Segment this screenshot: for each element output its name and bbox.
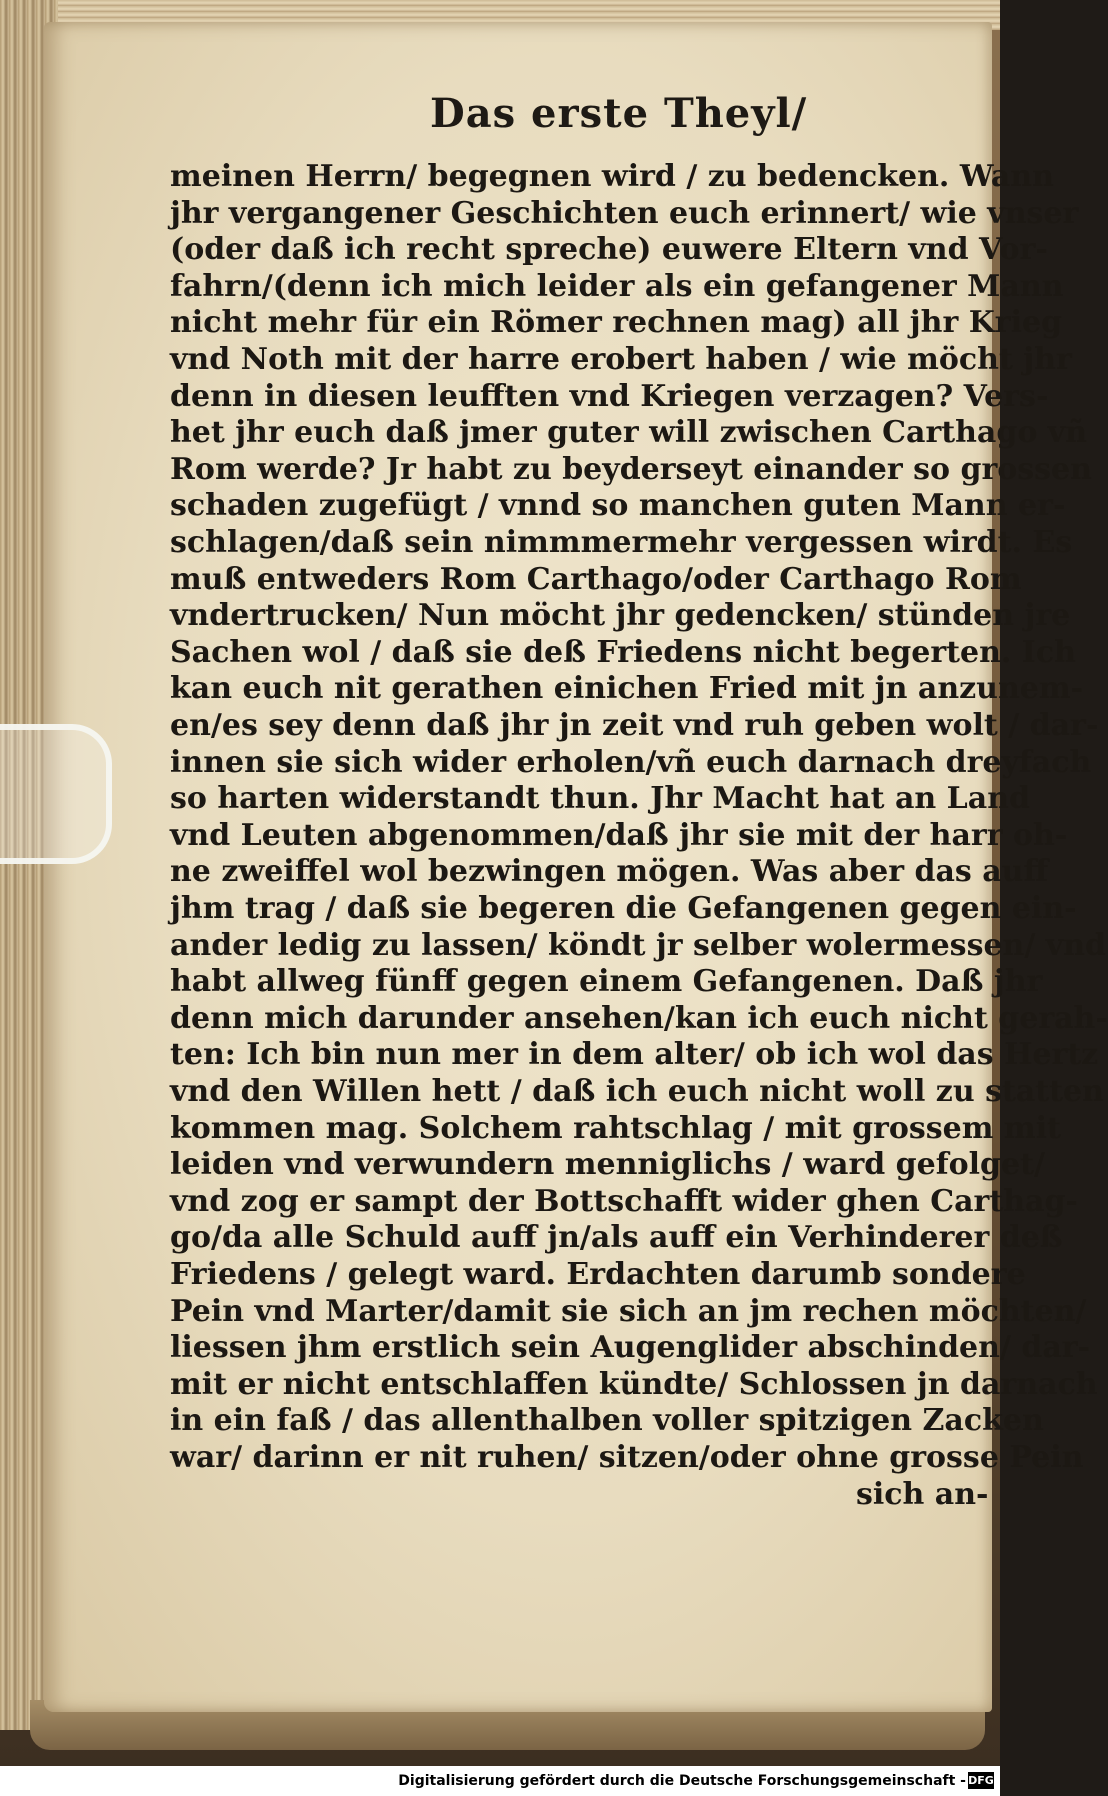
- text-line: innen sie sich wider erholen/vñ euch darnach dreyfach: [170, 744, 1092, 780]
- text-line: Pein vnd Marter/damit sie sich an jm rechen möchten/: [170, 1293, 1087, 1329]
- text-line: sich an-: [856, 1476, 989, 1512]
- text-line: Rom werde? Jr habt zu beyderseyt einander so grossen: [170, 451, 1092, 487]
- body-text: [170, 158, 1108, 1558]
- text-line: habt allweg fünff gegen einem Gefangenen. Daß jhr: [170, 964, 1043, 1000]
- running-head: Das erste Theyl/: [430, 90, 808, 137]
- text-line: denn in diesen leufften vnd Kriegen verzagen? Vers-: [170, 378, 1049, 414]
- text-line: schlagen/daß sein nimmmermehr vergessen wirdt. Es: [170, 525, 1073, 560]
- text-line: nicht mehr für ein Römer rechnen mag) all jhr Krieg: [170, 305, 1063, 341]
- funding-credit: Digitalisierung gefördert durch die Deutsche Forschungsgemeinschaft -: [398, 1773, 966, 1789]
- text-line: muß entweders Rom Carthago/oder Carthago Rom: [170, 561, 1022, 597]
- text-line: meinen Herrn/ begegnen wird / zu bedencken. Wann: [170, 159, 1054, 194]
- text-line: het jhr euch daß jmer guter will zwischen Carthago vñ: [170, 415, 1088, 451]
- text-line: vnd den Willen hett / daß ich euch nicht woll zu statten: [170, 1074, 1104, 1109]
- text-line: Sachen wol / daß sie deß Friedens nicht begerten. Ich: [170, 634, 1076, 670]
- text-line: mit er nicht entschlaffen kündte/ Schlossen jn darnach: [170, 1366, 1098, 1402]
- page-clip: [0, 724, 112, 864]
- text-line: jhr vergangener Geschichten euch erinnert/ wie vnser: [170, 195, 1079, 231]
- text-line: go/da alle Schuld auff jn/als auff ein Verhinderer deß: [170, 1220, 1063, 1256]
- text-line: ten: Ich bin nun mer in dem alter/ ob ich wol das Hertz: [170, 1037, 1099, 1073]
- footer-bar: [0, 1766, 1000, 1796]
- text-line: in ein faß / das allenthalben voller spitzigen Zacken: [170, 1403, 1044, 1439]
- text-line: war/ darinn er nit ruhen/ sitzen/oder ohne grosse Pein: [170, 1440, 1084, 1475]
- text-line: Friedens / gelegt ward. Erdachten darumb sondere: [170, 1257, 1026, 1292]
- text-line: jhm trag / daß sie begeren die Gefangenen gegen ein-: [170, 891, 1077, 926]
- text-line: leiden vnd verwundern menniglichs / ward gefolget/: [170, 1147, 1045, 1183]
- text-line: vnd Noth mit der harre erobert haben / wie möcht jhr: [170, 342, 1072, 377]
- text-line: en/es sey denn daß jhr jn zeit vnd ruh geben wolt / dar-: [170, 708, 1099, 743]
- text-line: so harten widerstandt thun. Jhr Macht hat an Land: [170, 781, 1030, 817]
- dfg-logo: DFG: [968, 1774, 994, 1787]
- text-line: ne zweiffel wol bezwingen mögen. Was aber das auff: [170, 854, 1049, 890]
- text-line: (oder daß ich recht spreche) euwere Eltern vnd Vor-: [170, 232, 1048, 268]
- text-line: schaden zugefügt / vnnd so manchen guten Mann er-: [170, 488, 1066, 524]
- text-line: vndertrucken/ Nun möcht jhr gedencken/ stünden jre: [170, 598, 1071, 634]
- text-line: fahrn/(denn ich mich leider als ein gefangener Mann: [170, 268, 1064, 304]
- text-line: vnd zog er sampt der Bottschafft wider ghen Carthag-: [170, 1183, 1078, 1219]
- text-line: liessen jhm erstlich sein Augenglider abschinden/ dar-: [170, 1330, 1091, 1366]
- text-line: kan euch nit gerathen einichen Fried mit jn anzunem-: [170, 671, 1084, 707]
- text-line: ander ledig zu lassen/ köndt jr selber wolermessen/ vnd: [170, 927, 1106, 963]
- text-line: denn mich darunder ansehen/kan ich euch nicht gerah-: [170, 1000, 1108, 1036]
- text-line: vnd Leuten abgenommen/daß jhr sie mit der harr oh-: [170, 817, 1068, 853]
- text-line: kommen mag. Solchem rahtschlag / mit grossem mit: [170, 1110, 1061, 1146]
